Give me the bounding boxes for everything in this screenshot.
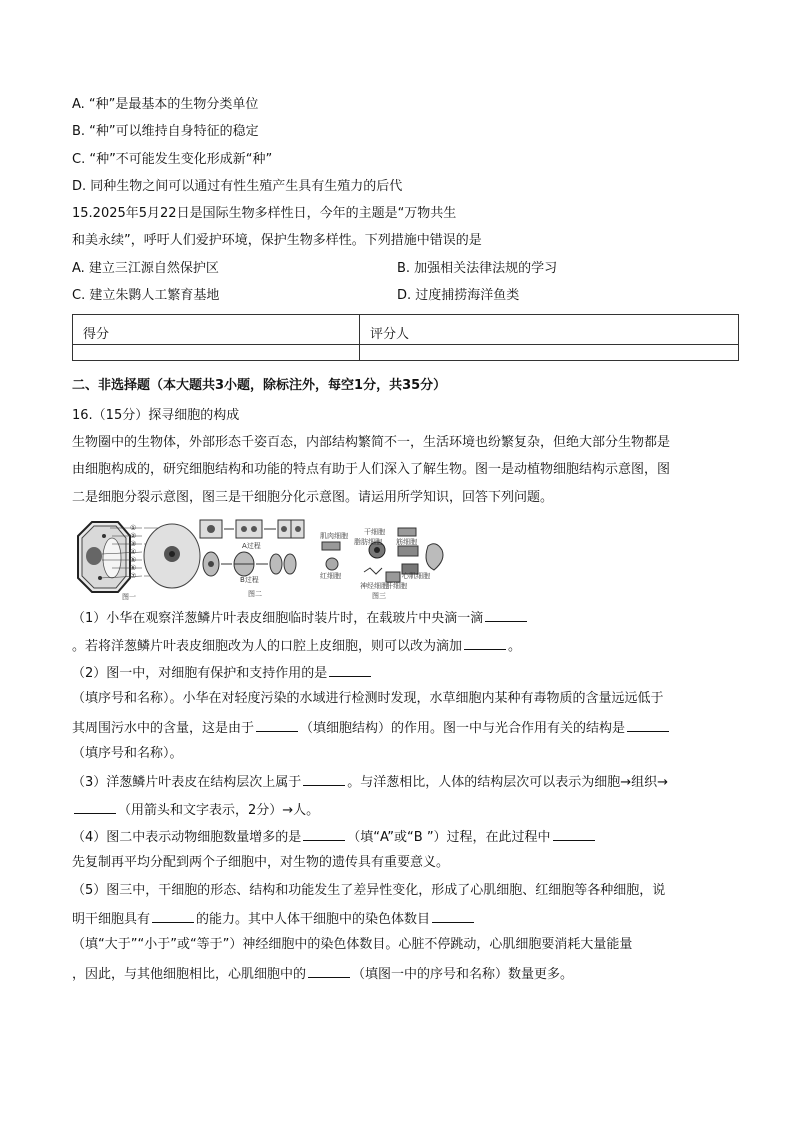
q16-part5-text-e: ，因此，与其他细胞相比，心肌细胞中的 xyxy=(72,967,307,982)
q16-part5-text-b: 明干细胞具有 xyxy=(72,912,151,927)
q16-figures xyxy=(72,516,452,600)
fig3-label-liver: 肝细胞 xyxy=(386,582,407,590)
q16-part2-text-d: （填细胞结构）的作用。图一中与光合作用有关的结构是 xyxy=(300,721,626,736)
q16-part2-text-c: 其周围污水中的含量，这是由于 xyxy=(72,721,255,736)
q16-part5-text-f: （填图一中的序号和名称）数量更多。 xyxy=(352,967,574,982)
answer-blank-4[interactable] xyxy=(256,719,298,732)
q14-option-a: A. “种”是最基本的生物分类单位 xyxy=(72,97,259,112)
score-table xyxy=(72,314,739,361)
q16-part1-text-b: 。若将洋葱鳞片叶表皮细胞改为人的口腔上皮细胞，则可以改为滴加 xyxy=(72,639,463,654)
q15-option-b: B. 加强相关法律法规的学习 xyxy=(397,261,558,276)
q16-part1-line2 xyxy=(72,637,521,655)
fig3-label-red: 红细胞 xyxy=(320,572,341,580)
q16-title: 16.（15分）探寻细胞的构成 xyxy=(72,408,240,423)
answer-blank-7[interactable] xyxy=(74,801,116,814)
q16-part4-text-b: （填“A”或“B ”）过程，在此过程中 xyxy=(347,830,551,845)
fig3-label-stem: 干细胞 xyxy=(364,528,385,536)
answer-blank-8[interactable] xyxy=(303,828,345,841)
answer-blank-5[interactable] xyxy=(627,719,669,732)
answer-blank-9[interactable] xyxy=(553,828,595,841)
figure2-cell-division xyxy=(200,520,304,598)
fig1-num-7: ⑦ xyxy=(130,572,137,580)
q16-part2-line1 xyxy=(72,664,373,682)
fig1-num-2: ② xyxy=(130,532,137,540)
answer-blank-12[interactable] xyxy=(308,965,350,978)
q14-option-c: C. “种”不可能发生变化形成新“种” xyxy=(72,152,273,167)
fig3-label-heart: 心肌细胞 xyxy=(402,572,430,580)
q16-part1-line1 xyxy=(72,609,529,627)
q16-part3-text-b: 。与洋葱相比，人体的结构层次可以表示为细胞→组织→ xyxy=(347,775,669,790)
q16-part3-line2 xyxy=(72,801,319,819)
fig2-caption: 图二 xyxy=(248,590,262,598)
q14-option-b: B. “种”可以维持自身特征的稳定 xyxy=(72,124,259,139)
q15-option-c: C. 建立朱鹮人工繁育基地 xyxy=(72,288,220,303)
answer-blank-11[interactable] xyxy=(432,910,474,923)
answer-blank-1[interactable] xyxy=(485,609,527,622)
q16-part4-line1 xyxy=(72,828,597,846)
q16-part2-line3 xyxy=(72,719,671,737)
q16-intro-line3: 二是细胞分裂示意图，图三是干细胞分化示意图。请运用所学知识，回答下列问题。 xyxy=(72,490,554,505)
fig3-label-tendon: 筋细胞 xyxy=(396,538,417,546)
fig1-num-4: ④ xyxy=(130,548,137,556)
q16-part4-text-a: （4）图二中表示动物细胞数量增多的是 xyxy=(72,830,302,845)
q16-part1-text-c: 。 xyxy=(508,639,522,654)
q16-part2-text-a: （2）图一中，对细胞有保护和支持作用的是 xyxy=(72,666,328,681)
q15-option-a: A. 建立三江源自然保护区 xyxy=(72,261,219,276)
fig1-num-3: ③ xyxy=(130,540,137,548)
fig2-process-a: A过程 xyxy=(242,542,261,550)
q16-part2-line4: （填序号和名称）。 xyxy=(72,746,183,761)
answer-blank-2[interactable] xyxy=(464,637,506,650)
q16-part1-text-a: （1）小华在观察洋葱鳞片叶表皮细胞临时装片时，在载玻片中央滴一滴 xyxy=(72,611,484,626)
grader-cell-label: 评分人 xyxy=(360,315,739,345)
answer-blank-3[interactable] xyxy=(329,664,371,677)
q15-option-d: D. 过度捕捞海洋鱼类 xyxy=(397,288,520,303)
answer-blank-10[interactable] xyxy=(152,910,194,923)
fig1-num-5: ⑤ xyxy=(130,556,137,564)
q16-part5-text-c: 的能力。其中人体干细胞中的染色体数目 xyxy=(196,912,431,927)
grader-cell-empty[interactable] xyxy=(360,345,739,361)
fig3-label-muscle: 肌肉细胞 xyxy=(320,532,348,540)
fig1-num-1: ① xyxy=(130,524,137,532)
q16-part3-line1 xyxy=(72,773,668,791)
q16-part5-line4 xyxy=(72,965,573,983)
q16-part5-line1: （5）图三中，干细胞的形态、结构和功能发生了差异性变化，形成了心肌细胞、红细胞等各种细胞，说 xyxy=(72,883,666,898)
fig2-process-b: B过程 xyxy=(240,576,259,584)
q16-intro-line1: 生物圈中的生物体，外部形态千姿百态，内部结构繁简不一，生活环境也纷繁复杂，但绝大部分生物都是 xyxy=(72,435,671,450)
q16-part3-text-a: （3）洋葱鳞片叶表皮在结构层次上属于 xyxy=(72,775,302,790)
section2-title: 二、非选择题（本大题共3小题，除标注外，每空1分，共35分） xyxy=(72,378,447,393)
figure3-stem-cell-differentiation xyxy=(320,527,443,600)
fig1-num-6: ⑥ xyxy=(130,564,137,572)
q16-part4-line2: 先复制再平均分配到两个子细胞中，对生物的遗传具有重要意义。 xyxy=(72,855,450,870)
q14-option-d: D. 同种生物之间可以通过有性生殖产生具有生殖力的后代 xyxy=(72,179,403,194)
score-cell-label: 得分 xyxy=(73,315,360,345)
q16-part5-line2 xyxy=(72,910,476,928)
score-cell-empty[interactable] xyxy=(73,345,360,361)
fig3-label-fat: 脂肪细胞 xyxy=(354,538,382,546)
q15-stem-line2: 和美永续”，呼吁人们爱护环境，保护生物多样性。下列措施中错误的是 xyxy=(72,233,482,248)
q16-intro-line2: 由细胞构成的，研究细胞结构和功能的特点有助于人们深入了解生物。图一是动植物细胞结构示意图，图 xyxy=(72,462,671,477)
answer-blank-6[interactable] xyxy=(303,773,345,786)
q16-part5-line3: （填“大于”“小于”或“等于”）神经细胞中的染色体数目。心脏不停跳动，心肌细胞要消耗大量能量 xyxy=(72,937,633,952)
fig3-caption: 图三 xyxy=(372,592,386,600)
fig1-caption: 图一 xyxy=(122,593,136,600)
figure1-cell-diagram xyxy=(78,522,200,600)
q16-part3-text-c: （用箭头和文字表示，2分）→人。 xyxy=(118,803,320,818)
fig3-label-nerve: 神经细胞 xyxy=(360,582,388,590)
q16-part2-line2: （填序号和名称）。小华在对轻度污染的水域进行检测时发现，水草细胞内某种有毒物质的含量远远低于 xyxy=(72,691,664,706)
q15-stem-line1: 15.2025年5月22日是国际生物多样性日，今年的主题是“万物共生 xyxy=(72,206,457,221)
